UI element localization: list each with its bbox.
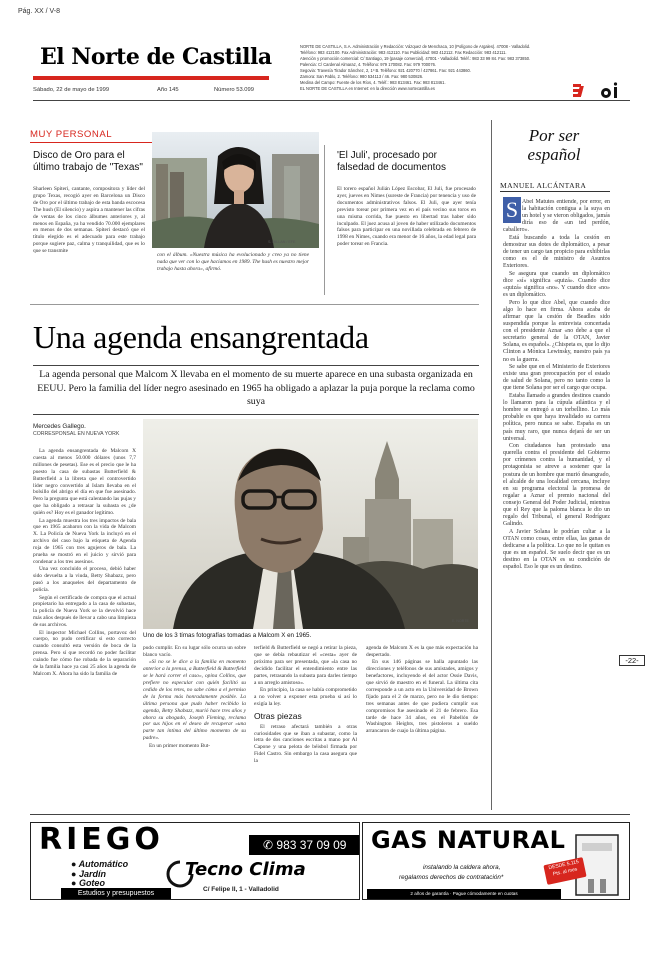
main-paragraph: En un primer momento But-: [149, 742, 211, 749]
masthead-date: Sábado, 22 de mayo de 1999: [33, 87, 110, 93]
column-author-rule: [500, 191, 610, 192]
main-paragraph: agenda de Malcom X es la que más expectación ha despertado.: [366, 645, 478, 658]
riego-tagline: Estudios y presupuestos: [61, 888, 171, 899]
riego-item: ● Jardín: [71, 868, 106, 879]
column-dropcap: S: [503, 197, 521, 223]
muy-personal-body-col1: [33, 186, 145, 298]
main-body-col1: [33, 448, 136, 803]
ad-gas-natural[interactable]: [362, 822, 630, 900]
main-byline: Mercedes Gallego.: [33, 423, 86, 430]
riego-item: ● Automático: [71, 859, 129, 869]
main-paragraph: pudo cumplir. En su lugar sólo ocurra un sobre blanco vacío.: [143, 645, 246, 658]
column-paragraph: Abel Matutes entiende, por error, en la habitación contigua a la suya en un hotel y se vieron obligados, jamás diría eso de «un ted perdón, caballero».: [503, 199, 610, 234]
riego-phone: 983 37 09 09: [276, 838, 347, 852]
ads-top-rule: [30, 814, 630, 815]
main-paragraph: Según el certificado de compra que el actual propietario ha entregado a la casa de subastas, la policía de Nueva York se la devolvió hace más años después de llevar a cabo una limpieza de sus archivos.: [33, 594, 136, 629]
column-title: Por ser español: [527, 126, 581, 164]
el-juli-headline: 'El Juli', procesado por falsedad de documentos: [337, 150, 446, 173]
tecno-name: Tecno Clima: [185, 859, 306, 880]
bullet-icon: ●: [71, 859, 79, 869]
section-label-muy-personal: MUY PERSONAL: [30, 129, 113, 140]
muy-personal-headline: Disco de Oro para el último trabajo de "Texas": [33, 150, 143, 173]
column-author: MANUEL ALCÁNTARA: [500, 181, 587, 190]
masthead-year: Año 145: [157, 87, 179, 93]
red-emblem-icon: [573, 84, 584, 97]
bullet-icon: ●: [71, 868, 79, 879]
contact-line: EL NORTE DE CASTILLA en Internet: en la dirección www.nortecastilla.es: [300, 86, 435, 91]
oj-logo-icon: [601, 82, 617, 98]
gas-footer: 2 años de garantía · Pague cómodamente en cuotas: [367, 889, 561, 899]
riego-items: [71, 860, 128, 889]
gas-name: GAS NATURAL: [371, 826, 566, 854]
tecno-address: C/ Felipe II, 1 - Valladolid: [203, 886, 279, 893]
gas-line1: instalando la caldera ahora,: [423, 864, 501, 871]
singer-photo-credit: S. MILLAN / EFE: [268, 240, 296, 244]
subhead-rule: [33, 414, 479, 415]
column-divider: [491, 120, 492, 810]
singer-photo: [152, 132, 319, 248]
main-paragraph: El inspector Michael Collins, portavoz del cuerpo, no pudo certificar si esto correcto cuando consultó esta versión de boca de la prensa. Pero sí que recordó no poder facilitar cuándo fue cómo fue robada de la separación de la familia hace ya casi 25 años la agenda de Malcom X. Ahora ha sido la familia de: [33, 629, 136, 677]
masthead-number: Número 53.099: [214, 87, 254, 93]
page-folio: Pág. XX / V-8: [18, 8, 61, 15]
malcolm-photo-credit: E. NORTE: [452, 619, 469, 623]
el-juli-text: El torero español Julián López Escobar, El Juli, fue procesado ayer, jueves en Nimes (sureste de Francia) por tenencia y uso de documentos administrativos falsos. El Juli, que ayer tenía previsto torear por primera vez en el país vecino sus toros en una misma corrida, fue puesto en libertad tras haber sido inculpado. El juez acusa al joven de haber utilizado documentos falsos para participar en una novillada celebrada en febrero de 1998 en Nimes, cuando era menor de 16 años, la edad legal para poder torear en Francia.: [337, 186, 476, 248]
muy-personal-text-cont: con el álbum. «Nuestra música ha evolucionado y creo ya no tiene nada que ver con lo que hacíamos en 1989. The hush es nuestro mejor trabajo hasta ahora», afirmó.: [157, 252, 309, 272]
muy-personal-body-col2: [157, 252, 309, 298]
main-paragraph: El retraso afectará también a otras curiosidades que se iban a subastar, como la letra de dos canciones escritas a mano por Al Capone y una pelota de béisbol firmada por Fidel Castro. Sin embargo la casa asegura que la: [254, 723, 357, 765]
column-paragraph: Se asegura que cuando un diplomático dice «sí» significa «quizá». Cuando dice «quizá» significa «no». Y cuando dice «no» es un diplomático.: [503, 270, 610, 299]
main-paragraph: La agenda muestra los tres impactos de bala que en 1965 acabaron con la vida de Malcom X. La Policía de Nueva York la incluyó en el archivo del caso bajo la etiqueta de Agenda roja de 1965 con tres agujeros de bala. La prueba se mostró en el juicio y sirvió para condenar a los tres asesinos.: [33, 517, 136, 565]
otras-piezas-subhead: Otras piezas: [254, 710, 302, 721]
main-paragraph: «Si no se le dice a la familia en momento anterior a la prensa, a Butterfield & Butterfield se le hará correr el caso», opina Collins, que prefiere no especular con quién facilitó su cedido de los retes, no sabe cómo a el permiso de la forma más honradamente posible. La última persona que pudo haber recibido la agenda, Betty Shabazz, murió hace tres años y ahora su abogado, Joseph Fleming, reclama por sus hijos en el deseo de recuperar «una parte tan íntima del último momento de su padre».: [143, 659, 246, 742]
ad-tecno-clima[interactable]: [163, 859, 359, 899]
masthead-red-bar: [33, 76, 269, 80]
top-section-rule: [30, 304, 479, 305]
main-body-col2: [143, 645, 246, 803]
gas-price-badge: DESDE 5.115 Pts. al mes: [543, 857, 586, 885]
malcolm-photo-caption: Uno de los 3 tímas fotografías tomadas a Malcom X en 1965.: [143, 632, 312, 639]
column-body: [503, 199, 610, 811]
riego-name: RIEGO: [39, 822, 164, 857]
column-paragraph: Pero lo que dice Abel, que cuando dice algo lo hace en firma. Ahora acaba de afirmar que la cesión de Beadles sido suspendida porque la entrevista concertada con el presidente Aznar «no debe a que el secretario general de la OTAN, Javier Solana, es español». ¿Chispeta es, que lo dijo Clinton a Mónica Lewinsky, nuestro país ya no es la guerra.: [503, 299, 610, 363]
contact-line: Segovia: Travesía Tirador Sánchez, 2, 1º B. Teléfono: 921 420770 / 427861. Fax: 921 443860.: [300, 68, 471, 73]
main-paragraph: terfield & Butterfield se negó a retirar la pieza, que se debía rebautizar el «cesta» ayer de próximo para ser presentada, que «la casa no decidido facilitar el entendimiento entre las partes, retrasando la subasta para darles tiempo a un arreglo amistoso».: [254, 645, 357, 686]
main-subhead: La agenda personal que Malcom X llevaba en el momento de su muerte aparece en una subasta organizada en EEUU. Pero la familia del líder negro asesinado en 1965 ha obligado a aplazar la puja porque la reclama como suya: [37, 369, 475, 407]
main-paragraph: Una vez concluido el proceso, debió haber sido devuelta a la viuda, Betty Shabazz, pero pasó a los anaqueles del departamento de policía.: [33, 566, 136, 594]
main-paragraph: En principio, la casa se había comprometido a no volver a exponer esta prueba si así lo exigía la ley.: [254, 686, 357, 707]
masthead-title: El Norte de Castilla: [40, 44, 272, 70]
vertical-divider: [324, 145, 325, 295]
phone-icon: ✆: [263, 838, 274, 852]
contact-line: Medina del Campo: Fuente de los Ríos, 4. Teléf.: 983 813461. Fax: 983 813461.: [300, 80, 446, 85]
gas-line2: regalamos derechos de contratación*: [399, 874, 504, 881]
contact-line: Teléfono: 983 412100. Fax Administración: 983 412110. Fax Publicidad: 983 412112. Fax Redacción: 983 412111.: [300, 50, 507, 55]
contact-line: NORTE DE CASTILLA, S.A. Administración y Redacción: Vázquez de Menchaca, 10 (Polígono de Argales). 47008 - Valladolid.: [300, 44, 531, 49]
main-byline-role: CORRESPONSAL EN NUEVA YORK: [33, 431, 120, 437]
column-paragraph: Está buscando a toda la cesión en demostrar sus dotes de diplomático, a pesar de tener un cargo tan propicio para exhibirlas como es el de ministro de Asuntos Exteriores.: [503, 234, 610, 270]
muy-personal-text: Sharleen Spiteri, cantante, compositora y líder del grupo Texas, recogió ayer en Barcelona un Disco de Oro por el último trabajo de esta banda escocesa The hush (El silencio) y aspira a mantener las cifras de ventas de los cinco álbumes anteriores y, al menos en España, ya ha vendido 70.000 ejemplares en menos de dos semanas. Spiteri destacó que el título elegido es el adecuado para este trabajo porque sugiere paz, calma y tranquilidad, que es lo que se transmite: [33, 186, 145, 255]
malcolm-x-photo: [143, 419, 478, 629]
contact-line: Zamora: San Pablo, 2. Teléfono: 980 534113 / 46. Fax: 980 530826.: [300, 74, 424, 79]
masthead-contact: [300, 44, 562, 92]
riego-phone-box: [249, 835, 359, 855]
contact-line: Atención y promoción comercial: C/ Santiago, 19 (pasaje comercial). 47001 - Valladolid. Teléf.: 983 33 99 84. Fax: 983 373850.: [300, 56, 531, 61]
header-rule: [33, 100, 630, 101]
ad-riego[interactable]: [30, 822, 360, 900]
contact-line: Palencia: C/ Cardenal Almaraz, 4. Teléfono: 979 170082. Fax: 979 700076.: [300, 62, 437, 67]
page-number-tag: -22-: [619, 655, 645, 666]
headline-rule: [33, 365, 479, 366]
column-paragraph: Con ciudadanos han protestado una querella contra el presidente del Gobierno por crímenes contra la humanidad, y el protagonista se atreve a sostener que la postura de un hombre que murió desangrado, el alcalde de una localidad cercana, incluye en su programa electoral la promesa de regalar a Aznar el premio nacional del consejo General del Poder Judicial, mientras que el Rey que la paloma blanca le dio un regalo del Tribunal, el general Rodríguez Galindo.: [503, 443, 610, 528]
main-headline: Una agenda ensangrentada: [33, 319, 369, 355]
main-paragraph: En sus 146 páginas se halla apuntado las direcciones y teléfonos de sus amistades, amigos y benefactores, incluyendo el del actor Ossie Davis, que sirvió de maestro en el funeral. La última cita corresponde a un acto en la Universidad de Brown fijado para el 2 de marzo, pero no le dio tiempo: tres semanas antes de que pudiera cumplir sus compromisos fue asesinado el 21 de febrero. Esa tarde de hace 34 años, en el Pabellón de Washington Heights, tres pistoleros a sueldo arrancaron de cuajo la última página.: [366, 659, 478, 735]
column-paragraph: Estaba llamado a grandes destinos cuando lo llamaron para la cúpula atlántica y el hombre se entregó a un torbellino. Lo más probable es que haya invalidado su carrera política, pero nunca se sabe. España es un país muy raro, que nunca dejará de ser un universal.: [503, 393, 610, 442]
riego-item: ● Goteo: [71, 878, 105, 888]
main-body-col4: [366, 645, 478, 803]
main-paragraph: La agenda ensangrentada de Malcom X cuesta al menos 50.000 dólares (unos 7,7 millones de pesetas). Ese es el precio que le ha puesto la casa de subastas Butterfield & Butterfield a la libreta que el controvertido líder negro convertido al Islam llevaba en el bolsillo del abrigo el día en que fue asesinado. Pero la pregunta que está calentando las pujas y que ha obligado a retrasar la subasta es ¿de quién es? Hoy es el ganador legítimo.: [33, 448, 136, 517]
column-paragraph: Se sabe que en el Ministerio de Exteriores existe una gran preocupación por el estado de salud de Solana, pero no tanto como la que tiene Solana por ser el cargo que ocupa.: [503, 364, 610, 392]
main-body-col3: [254, 645, 357, 803]
el-juli-body: [337, 186, 476, 298]
bullet-icon: ●: [71, 878, 79, 888]
column-paragraph: A Javier Solana le podrían cultar a la OTAN como cosas, entre ellas, las ganas de dedicarse a la política. Lo que no le quitan es que es un español. Se suelo decir que es un destino en la OTAN es su condición de español. Eso le que es un destino.: [503, 528, 610, 571]
